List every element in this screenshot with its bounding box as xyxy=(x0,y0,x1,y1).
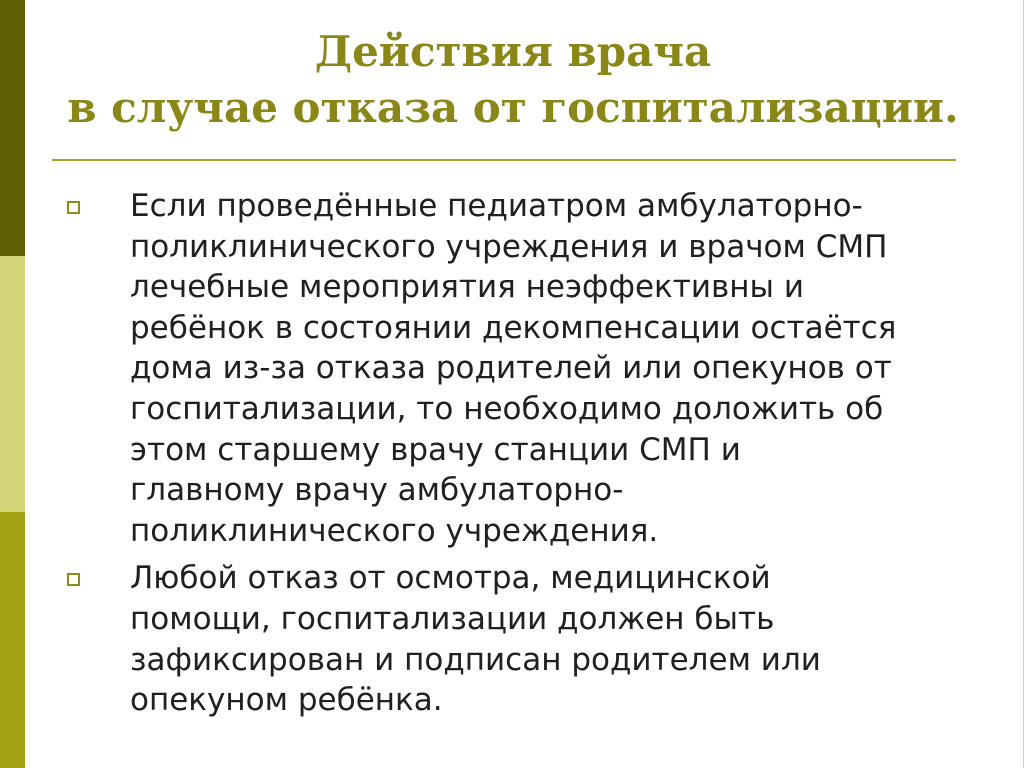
bullet-item-1 xyxy=(64,186,964,551)
slide-title-line-1: Действия врача xyxy=(314,27,712,76)
bullet-2-line-2: помощи, госпитализации должен быть xyxy=(130,600,775,637)
bullet-1-line-9: поликлинического учреждения. xyxy=(130,512,659,549)
bullet-list xyxy=(64,186,964,728)
bullet-1-line-5: дома из-за отказа родителей или опекунов от xyxy=(130,350,892,387)
square-bullet-icon xyxy=(67,573,80,586)
bullet-1-line-6: госпитализации, то необходимо доложить об xyxy=(130,390,884,427)
bullet-1-line-1: Если проведённые педиатром амбулаторно- xyxy=(130,188,863,224)
bullet-item-2 xyxy=(64,558,964,720)
bullet-1-line-2: поликлинического учреждения и врачом СМП xyxy=(130,228,888,265)
bullet-1-line-8: главному врачу амбулаторно- xyxy=(130,472,624,509)
title-divider xyxy=(52,159,956,161)
square-bullet-icon xyxy=(67,201,80,214)
sidebar-stripe-medium xyxy=(0,512,25,768)
slide-title-line-2: в случае отказа от госпитализации. xyxy=(67,83,959,132)
sidebar-stripe-light xyxy=(0,256,25,512)
bullet-2-line-1: Любой отказ от осмотра, медицинской xyxy=(130,560,771,597)
bullet-2-line-4: опекуном ребёнка. xyxy=(130,682,443,719)
bullet-1-line-7: этом старшему врачу станции СМП и xyxy=(130,431,741,468)
bullet-2-line-3: зафиксирован и подписан родителем или xyxy=(130,641,821,678)
sidebar-stripe-dark xyxy=(0,0,25,256)
bullet-1-line-4: ребёнок в состоянии декомпенсации остаётся xyxy=(130,309,897,346)
slide-title xyxy=(48,24,978,136)
bullet-1-line-3: лечебные мероприятия неэффективны и xyxy=(130,269,804,306)
